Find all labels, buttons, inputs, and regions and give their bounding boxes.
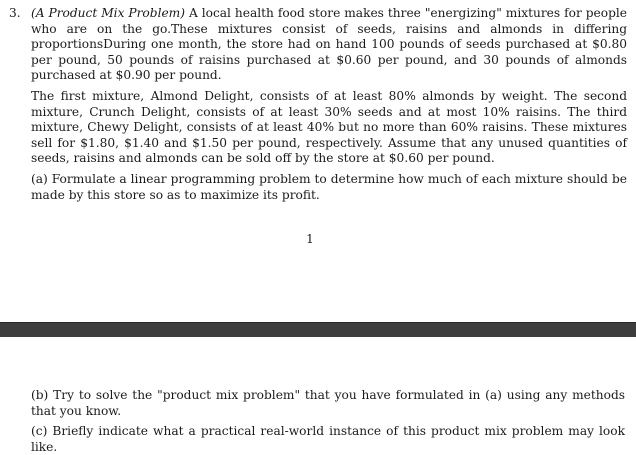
problem-3 bbox=[9, 6, 627, 208]
problem-intro-paragraph bbox=[9, 6, 627, 84]
mixtures-paragraph: The first mixture, Almond Delight, consists of at least 80% almonds by weight. The second mixture, Crunch Delight, consists of at least 30% seeds and at most 10% raisins. The third mixture, Chewy Delight, consists of at least 40% but no more than 60% raisins. These mixtures sell for $1.80, $1.40 and $1.50 per pound, respectively. Assume that any unused quantities of seeds, raisins and almonds can be sold off by the store at $0.60 per pound. bbox=[31, 88, 627, 166]
page-separator bbox=[0, 322, 636, 338]
page-number: 1 bbox=[306, 232, 314, 246]
problem-title: (A Product Mix Problem) bbox=[31, 6, 185, 20]
part-a-paragraph: (a) Formulate a linear programming problem to determine how much of each mixture should be made by this store so as to maximize its profit. bbox=[31, 171, 627, 202]
problem-number: 3. bbox=[9, 6, 21, 20]
part-b-paragraph: (b) Try to solve the "product mix problem" that you have formulated in (a) using any methods that you know. bbox=[31, 388, 625, 418]
problem-intro-text: A local health food store makes three "energizing" mixtures for people who are on the go.These mixtures consist of seeds, raisins and almonds in differing proportionsDuring one month, the store had on hand 100 pounds of seeds purchased at $0.80 per pound, 50 pounds of raisins purchased at $0.60 per pound, and 30 pounds of almonds purchased at $0.90 per pound. bbox=[31, 6, 627, 83]
part-c-paragraph: (c) Briefly indicate what a practical real-world instance of this product mix problem may look like. bbox=[31, 424, 625, 454]
